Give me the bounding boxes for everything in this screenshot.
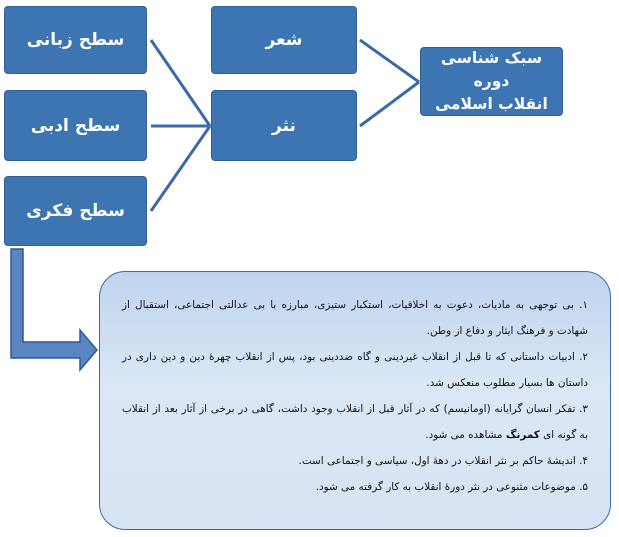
title-box	[420, 47, 563, 116]
notes-callout	[99, 271, 611, 530]
note-item-2: ۲. ادبیات داستانی که تا قبل از انقلاب غیردینی و گاه ضددینی بود، پس از انقلاب چهرهٔ دین و دین داری در داستان ها بسیار مطلوب منعکس شد.	[122, 351, 588, 389]
connector-intellectual	[151, 126, 210, 211]
note-item-3-emphasis: کمرنگ	[505, 429, 540, 441]
level-linguistic-box	[4, 6, 147, 74]
bent-arrow	[11, 249, 97, 370]
level-intellectual-label: سطح فکری	[26, 201, 125, 221]
title-line-2: انقلاب اسلامی	[435, 95, 548, 113]
title-line-1: سبک شناسی دوره	[440, 49, 543, 90]
genre-poetry-box	[211, 6, 357, 74]
note-item-3-start: ۳. تفکر انسان گرایانه (اومانیسم) که در آثار قبل از انقلاب وجود داشت، گاهی در برخی از آثار بعد از انقلاب به گونه ای	[122, 403, 588, 441]
connector-poetry	[360, 40, 419, 82]
level-intellectual-box	[4, 176, 147, 246]
genre-prose-box	[211, 90, 357, 161]
connector-linguistic	[151, 40, 210, 126]
level-linguistic-label: سطح زبانی	[26, 30, 125, 50]
note-item-3	[122, 396, 588, 448]
note-item-3-end: مشاهده می شود.	[425, 429, 506, 441]
genre-prose-label: نثر	[272, 115, 296, 136]
genre-poetry-label: شعر	[265, 30, 303, 50]
level-literary-label: سطح ادبی	[30, 115, 121, 136]
level-literary-box	[4, 90, 147, 161]
note-item-4: ۴. اندیشهٔ حاکم بر نثر انقلاب در دههٔ اول، سیاسی و اجتماعی است.	[298, 455, 588, 467]
note-item-5: ۵. موضوعات مثنوعی در نثر دورهٔ انقلاب به کار گرفته می شود.	[315, 481, 588, 493]
note-item-1: ۱. بی توجهی به مادیات، دعوت به اخلاقیات، استکبار ستیزی، مبارزه با بی عدالتی اجتماعی، استقبال از شهادت و فرهنگ ایثار و دفاع از وطن.	[122, 299, 588, 337]
connector-prose	[360, 82, 419, 126]
